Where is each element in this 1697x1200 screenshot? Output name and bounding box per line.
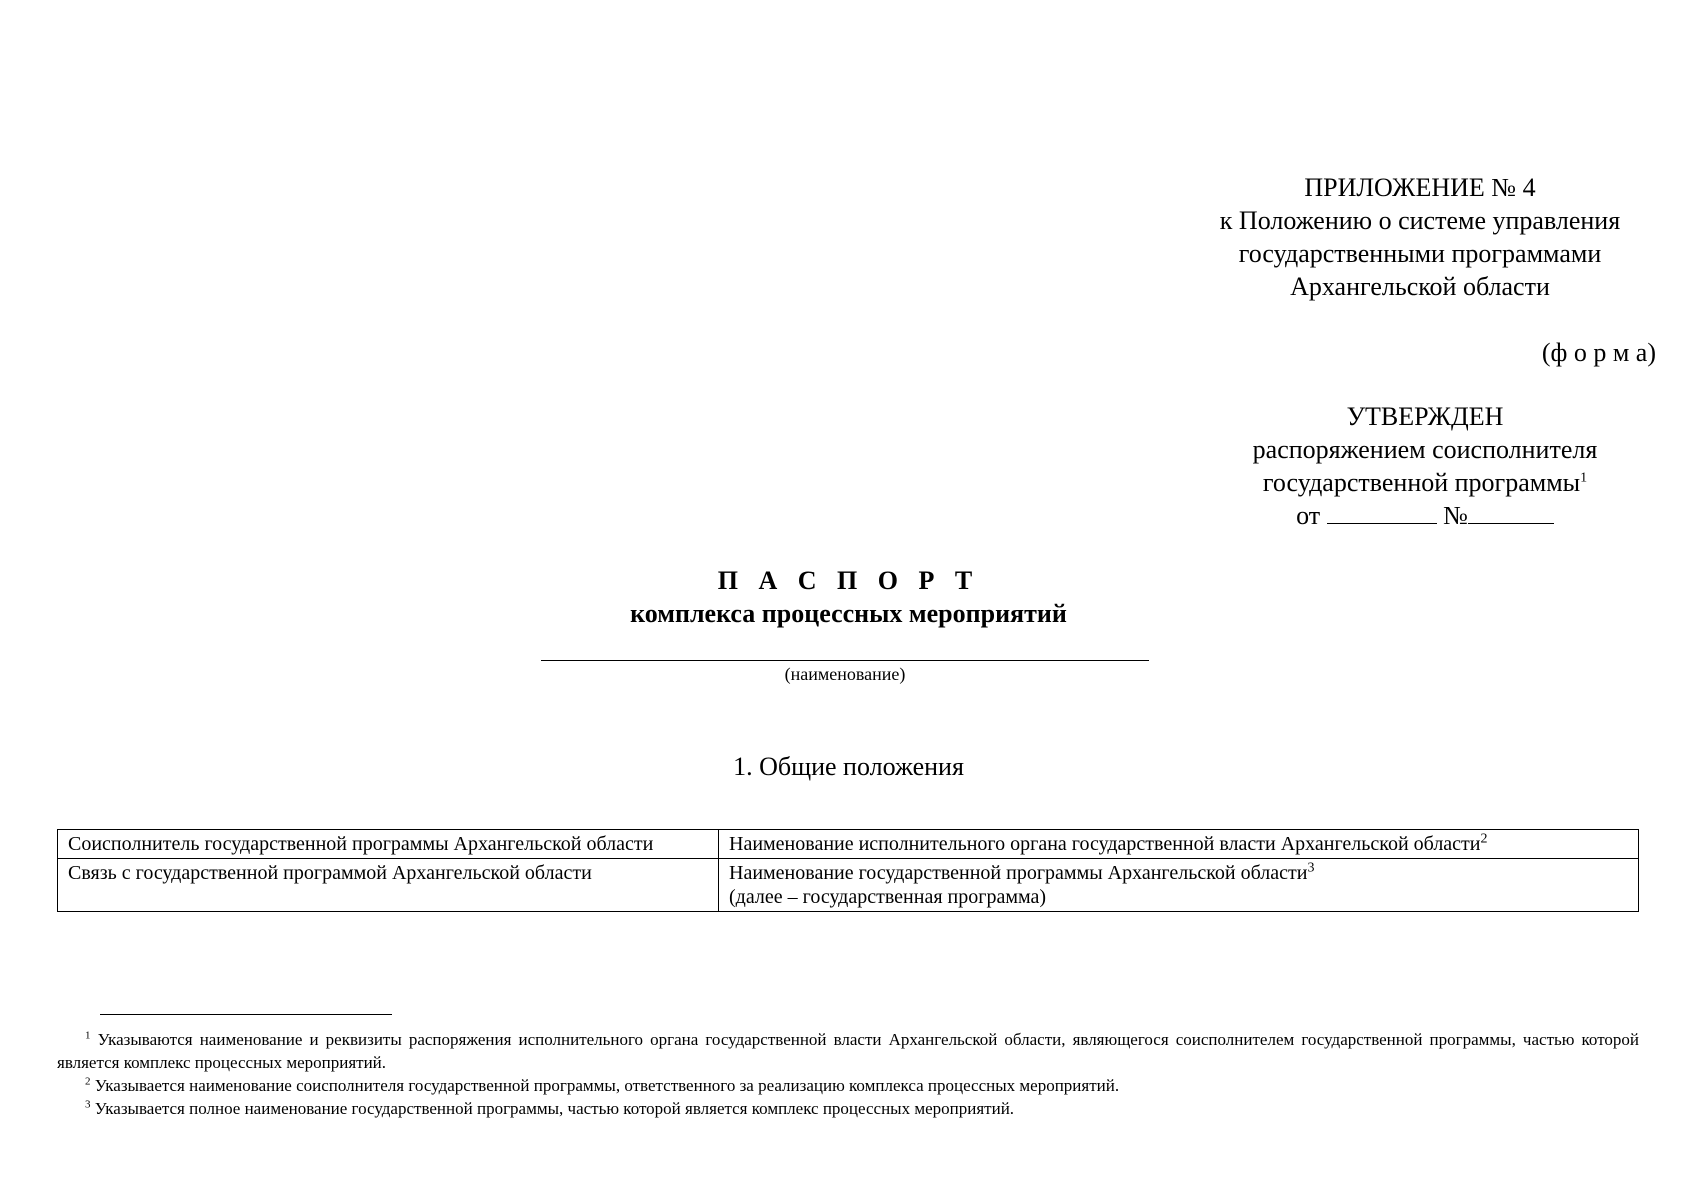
table-cell-label: Соисполнитель государственной программы Архангельской области (58, 830, 719, 859)
date-prefix: от (1296, 501, 1321, 530)
passport-title: П А С П О Р Т (717, 566, 980, 595)
footnotes (57, 1028, 1639, 1120)
footnote-text: Указываются наименование и реквизиты распоряжения исполнительного органа государственной власти Архангельской области, являющегося соисполнителем государственной программы, частью которой является комплекс процессных мероприятий. (57, 1030, 1639, 1072)
table-row (58, 859, 1639, 912)
table-cell-value (719, 830, 1639, 859)
appendix-line-4: Архангельской области (1290, 272, 1550, 301)
table-row (58, 830, 1639, 859)
approved-title: УТВЕРЖДЕН (1346, 402, 1504, 431)
name-underline (541, 660, 1149, 661)
general-provisions-table (57, 829, 1639, 912)
table-cell-value-text: Наименование государственной программы Архангельской области (729, 862, 1308, 884)
section-heading: 1. Общие положения (733, 752, 964, 781)
date-blank (1327, 499, 1437, 524)
approved-line-3 (1200, 466, 1650, 499)
form-label: (ф о р м а) (1541, 338, 1656, 367)
footnote-item (57, 1097, 1639, 1120)
footnote-ref-1: 1 (1580, 470, 1588, 486)
approval-date-number (1200, 499, 1650, 532)
table-cell-value (719, 859, 1639, 912)
approval-block (1200, 400, 1650, 532)
footnote-ref-3: 3 (1307, 860, 1315, 876)
appendix-header (1180, 171, 1660, 303)
appendix-number: ПРИЛОЖЕНИЕ № 4 (1304, 173, 1536, 202)
number-sign: № (1443, 501, 1468, 530)
footnote-item (57, 1028, 1639, 1074)
table-cell-value-text: Наименование исполнительного органа государственной власти Архангельской области (729, 833, 1481, 855)
footnote-number: 1 (85, 1029, 91, 1042)
number-blank (1468, 499, 1554, 524)
approved-line-2: распоряжением соисполнителя (1252, 435, 1598, 464)
footnote-item (57, 1074, 1639, 1097)
appendix-line-2: к Положению о системе управления (1219, 206, 1621, 235)
appendix-line-3: государственными программами (1238, 239, 1602, 268)
footnote-text: Указывается наименование соисполнителя государственной программы, ответственного за реализацию комплекса процессных мероприятий. (94, 1076, 1120, 1095)
approved-line-3-text: государственной программы (1262, 468, 1581, 497)
footnote-number: 2 (85, 1075, 91, 1088)
name-caption: (наименование) (784, 664, 906, 684)
passport-subtitle: комплекса процессных мероприятий (630, 599, 1067, 628)
footnote-ref-2: 2 (1480, 831, 1488, 847)
table-cell-label: Связь с государственной программой Архангельской области (58, 859, 719, 912)
footnote-text: Указывается полное наименование государственной программы, частью которой является комплекс процессных мероприятий. (94, 1099, 1015, 1118)
footnote-separator (100, 1014, 392, 1015)
table-cell-value-line-2: (далее – государственная программа) (729, 886, 1047, 908)
footnote-number: 3 (85, 1098, 91, 1111)
